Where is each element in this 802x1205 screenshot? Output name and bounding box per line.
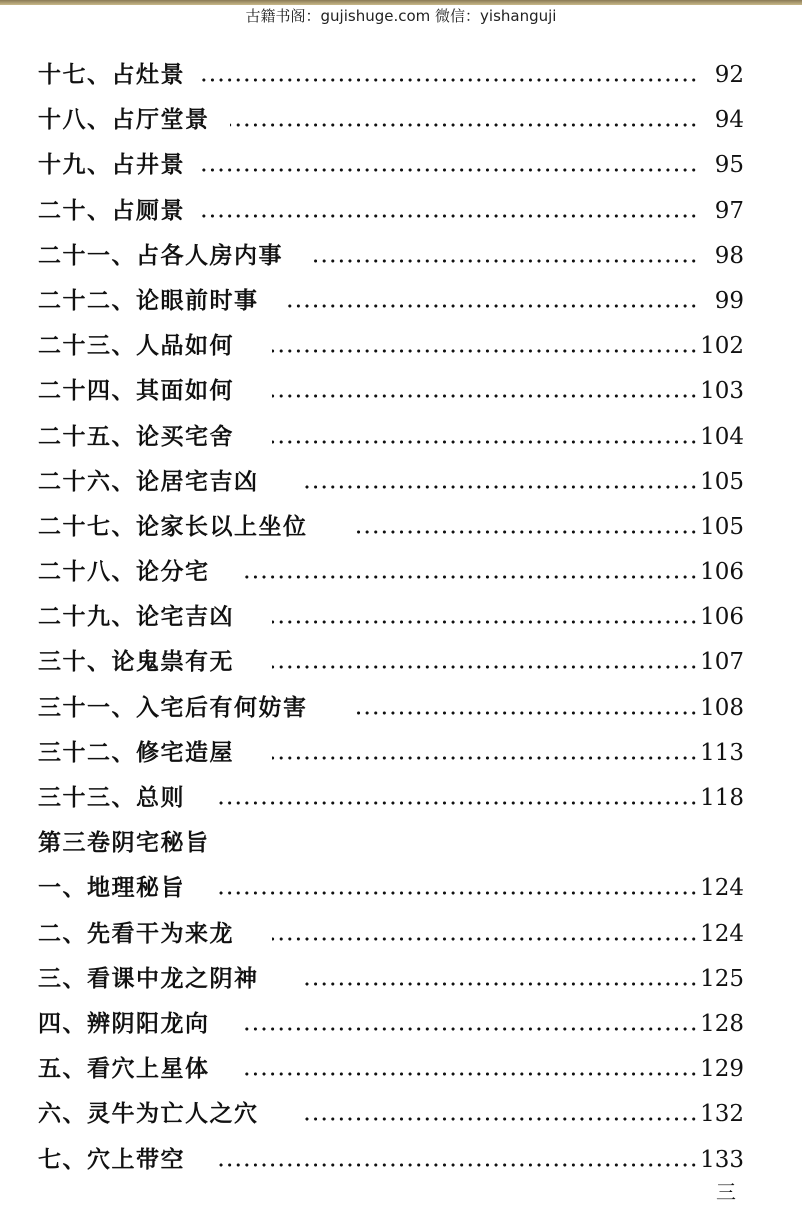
toc-entry-page: 124 [700, 920, 744, 947]
dot-leader [300, 485, 698, 489]
toc-entry-page: 118 [700, 785, 744, 811]
toc-entry-page: 105 [700, 513, 744, 540]
toc-entry-title: 三十一、入宅后有何妨害 [38, 694, 308, 721]
toc-entry-page: 107 [700, 649, 744, 676]
toc-entry-title: 二、先看干为来龙 [38, 920, 234, 947]
toc-entry-title: 十七、占灶景 [38, 62, 185, 88]
toc-entry-title: 十九、占井景 [38, 152, 185, 179]
toc-entry [0, 639, 802, 684]
toc-entry [0, 1001, 802, 1046]
toc-entry-title: 二十七、论家长以上坐位 [38, 513, 308, 540]
toc-entry-title: 五、看穴上星体 [38, 1056, 210, 1083]
page-marker: 三 [716, 1180, 736, 1204]
dot-leader [216, 801, 698, 805]
toc-entry-title: 第三卷阴宅秘旨 [38, 830, 210, 857]
toc-entry-title: 二十五、论买宅舍 [38, 423, 234, 450]
dot-leader [200, 214, 698, 218]
toc-entry-page: 105 [700, 468, 744, 495]
toc-entry [0, 459, 802, 504]
toc-entry-title: 三十、论鬼祟有无 [38, 649, 234, 676]
toc-entry [0, 233, 802, 278]
dot-leader [272, 620, 698, 624]
watermark-header: 古籍书阁：gujishuge.com 微信：yishanguji [245, 7, 557, 25]
toc-entry-title: 三十三、总则 [38, 785, 185, 811]
dot-leader [230, 123, 698, 127]
toc-entry-page: 125 [700, 965, 744, 992]
toc-entry [0, 956, 802, 1001]
toc-entry-page: 129 [700, 1056, 744, 1083]
toc-entry-page: 106 [700, 559, 744, 586]
toc-entry-title: 三、看课中龙之阴神 [38, 965, 259, 992]
toc-entry [0, 52, 802, 97]
dot-leader [244, 1072, 698, 1076]
toc-entry-page: 106 [700, 604, 744, 631]
toc-entry-page: 132 [700, 1101, 744, 1128]
toc-entry [0, 865, 802, 910]
toc-entry [0, 504, 802, 549]
toc-entry-title: 二十九、论宅吉凶 [38, 604, 234, 631]
toc-entry-title: 七、穴上带空 [38, 1146, 185, 1173]
toc-entry-title: 二十二、论眼前时事 [38, 287, 259, 314]
dot-leader [244, 575, 698, 579]
toc-entry [0, 1046, 802, 1091]
dot-leader [272, 937, 698, 941]
toc-entry-page: 104 [700, 423, 744, 450]
dot-leader [272, 349, 698, 353]
dot-leader [272, 394, 698, 398]
dot-leader [356, 530, 698, 534]
dot-leader [216, 1163, 698, 1167]
dot-leader [216, 891, 698, 895]
toc-entry-page: 128 [700, 1010, 744, 1037]
toc-entry-page: 124 [700, 875, 744, 902]
toc-entry [0, 685, 802, 730]
toc-entry-page: 103 [700, 378, 744, 405]
toc-entry [0, 775, 802, 820]
dot-leader [300, 982, 698, 986]
toc-entry-page: 98 [714, 242, 744, 269]
toc-entry-title: 四、辨阴阳龙向 [38, 1010, 210, 1037]
dot-leader [272, 756, 698, 760]
toc-entry-page: 133 [700, 1146, 744, 1173]
dot-leader [356, 711, 698, 715]
toc-entry [0, 549, 802, 594]
toc-entry-page: 113 [700, 739, 744, 766]
toc-entry [0, 911, 802, 956]
toc-entry-title: 二十一、占各人房内事 [38, 242, 283, 269]
toc-entry [0, 1137, 802, 1182]
dot-leader [200, 78, 698, 82]
toc-entry [0, 1091, 802, 1136]
dot-leader [272, 665, 698, 669]
toc-entry-page: 94 [714, 107, 744, 134]
toc-entry-title: 六、灵牛为亡人之穴 [38, 1101, 259, 1128]
toc-entry-title: 二十四、其面如何 [38, 378, 234, 405]
toc-entry [0, 730, 802, 775]
toc-entry [0, 594, 802, 639]
dot-leader [312, 259, 698, 263]
toc-entry-title: 二十、占厕景 [38, 197, 185, 224]
toc-entry-page: 95 [714, 152, 744, 179]
toc-entry [0, 278, 802, 323]
toc-entry-page: 92 [714, 62, 744, 88]
dot-leader [300, 1117, 698, 1121]
toc-entry [0, 323, 802, 368]
dot-leader [244, 1027, 698, 1031]
dot-leader [200, 168, 698, 172]
toc-entry [0, 97, 802, 142]
toc-entry-title: 一、地理秘旨 [38, 875, 185, 902]
toc-entry-title: 十八、占厅堂景 [38, 107, 210, 134]
toc-entry [0, 368, 802, 413]
toc-entry-page: 102 [700, 333, 744, 360]
dot-leader [286, 304, 698, 308]
toc-entry-title: 二十六、论居宅吉凶 [38, 468, 259, 495]
toc-entry-page: 97 [714, 197, 744, 224]
toc-entry-page: 99 [714, 287, 744, 314]
toc-entry [0, 414, 802, 459]
toc-entry [0, 820, 802, 865]
table-of-contents [0, 52, 802, 1182]
toc-entry [0, 188, 802, 233]
toc-entry-title: 二十三、人品如何 [38, 333, 234, 360]
dot-leader [272, 440, 698, 444]
toc-entry-title: 二十八、论分宅 [38, 559, 210, 586]
toc-entry-page: 108 [700, 694, 744, 721]
toc-entry-title: 三十二、修宅造屋 [38, 739, 234, 766]
toc-entry [0, 142, 802, 187]
